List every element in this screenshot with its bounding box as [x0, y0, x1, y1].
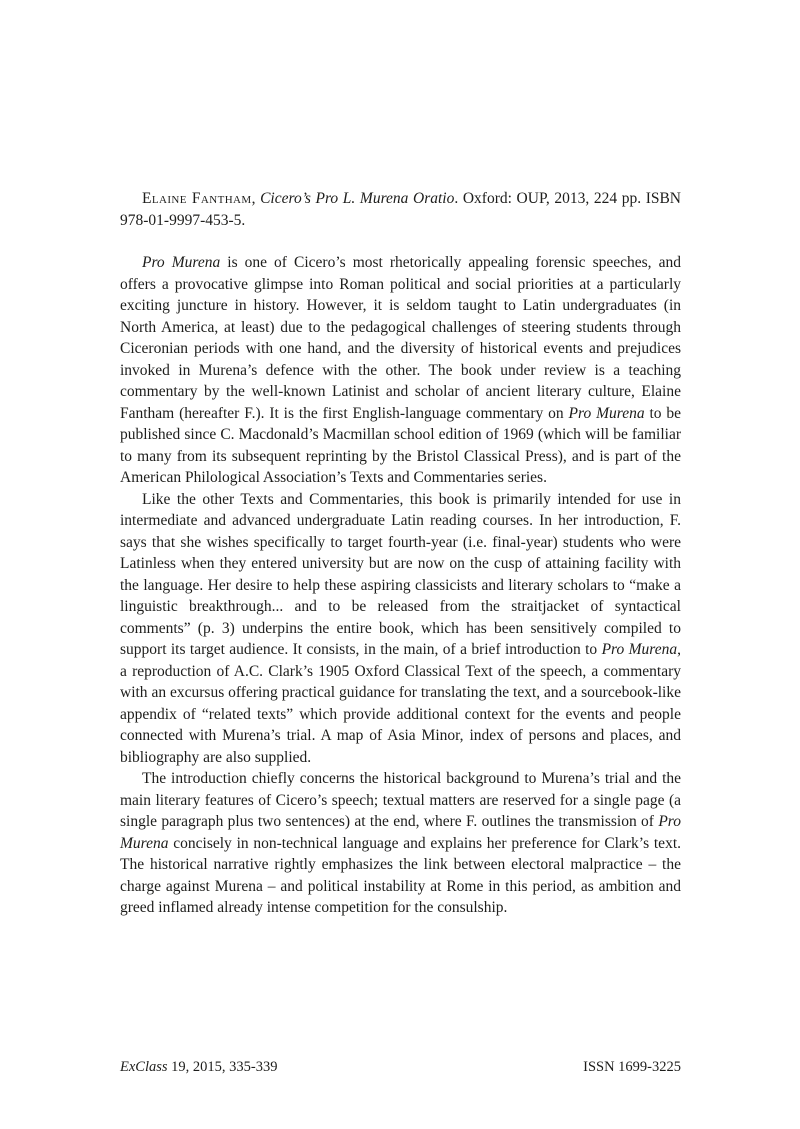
review-citation: [120, 188, 681, 231]
footer: [120, 1057, 681, 1077]
text-run: Pro Murena: [120, 813, 681, 852]
text-run: 19, 2015, 335-339: [167, 1059, 278, 1075]
text-run: Cicero’s Pro L. Murena Oratio: [260, 190, 455, 207]
text-run: is one of Cicero’s most rhetorically appealing forensic speeches, and offers a provocative glimpse into Roman political and social priorities at a particularly exciting juncture in history. However, it is seldom taught to Latin undergraduates (in North America, at least) due to the pedagogical challenges of steering students through Ciceronian periods with one hand, and the diversity of historical events and prejudices invoked in Murena’s defence with the other. The book under review is a teaching commentary by the well-known Latinist and scholar of ancient literary culture, Elaine Fantham (hereafter F.). It is the first English-language commentary on: [120, 254, 681, 422]
text-run: concisely in non-technical language and explains her preference for Clark’s text. The historical narrative rightly emphasizes the link between electoral malpractice – the charge against Murena – and political instability at Rome in this period, as ambition and greed inflamed already intense competition for the consulship.: [120, 834, 681, 916]
text-run: Like the other Texts and Commentaries, this book is primarily intended for use in intermediate and advanced undergraduate Latin reading courses. In her introduction, F. says that she wishes specifically to target fourth-year (i.e. final-year) students who were Latinless when they entered university but are now on the cusp of attaining facility with the language. Her desire to help these aspiring classicists and literary scholars to “make a linguistic breakthrough... and to be released from the straitjacket of syntactical comments” (p. 3) underpins the entire book, which has been sensitively compiled to support its target audience. It consists, in the main, of a brief introduction to: [120, 490, 681, 658]
review-content: [120, 188, 681, 919]
text-run: Pro Murena: [142, 254, 221, 271]
text-run: The introduction chiefly concerns the historical background to Murena’s trial and the main literary features of Cicero’s speech; textual matters are reserved for a single page (a single paragraph plus two sentences) at the end, where F. outlines the transmission of: [120, 770, 681, 830]
text-run: Pro Murena: [568, 404, 645, 422]
text-run: Pro Murena: [601, 641, 678, 658]
text-run: , a reproduction of A.C. Clark’s 1905 Oxford Classical Text of the speech, a commentary with an excursus offering practical guidance for translating the text, and a sourcebook-like appendix of “related texts” which provide additional context for the events and people connected with Murena’s trial. A map of Asia Minor, index of persons and places, and bibliography are also supplied.: [120, 641, 681, 766]
paragraph: [120, 489, 681, 769]
paragraph: [120, 768, 681, 919]
paragraph: [120, 252, 681, 489]
text-run: to be published since C. Macdonald’s Macmillan school edition of 1969 (which will be familiar to many from its subsequent reprinting by the Bristol Classical Press), and is part of the American Philological Association’s Texts and Commentaries series.: [120, 404, 682, 486]
text-run: . Oxford: OUP, 2013, 224 pp. ISBN 978-01-9997-453-5.: [120, 190, 682, 229]
text-run: ,: [251, 190, 261, 207]
issn: ISSN 1699-3225: [583, 1059, 681, 1075]
journal-citation: [120, 1057, 278, 1077]
text-run: Elaine Fantham: [142, 190, 252, 207]
text-run: ExClass: [120, 1059, 168, 1075]
